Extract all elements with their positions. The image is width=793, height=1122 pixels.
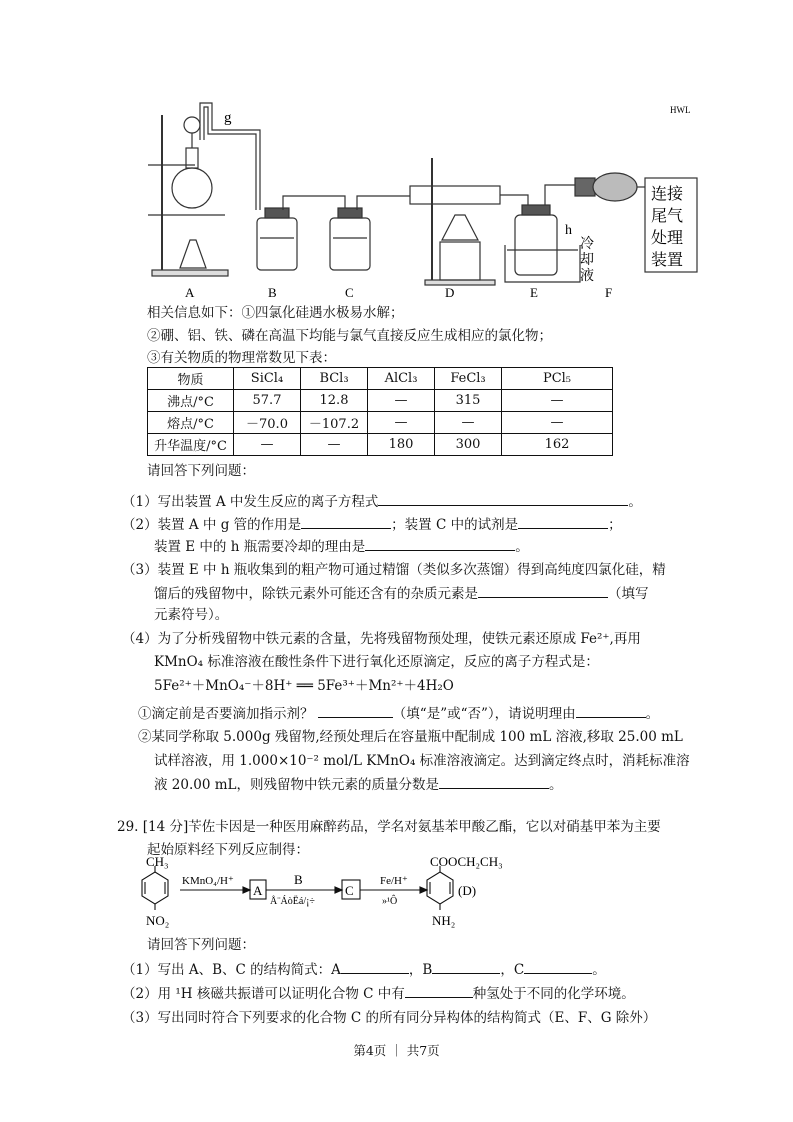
q29-2 bbox=[122, 983, 635, 1004]
tail-box-2: 尾气 bbox=[651, 208, 684, 225]
reagent-3-bottom: »¹Ô bbox=[382, 896, 398, 907]
coolant-label-1: 冷 bbox=[580, 237, 594, 252]
label-f: F bbox=[605, 285, 613, 300]
answer-blank[interactable] bbox=[341, 959, 409, 974]
q28-4-sub2-b: 试样溶液，用 1.000×10⁻² mol/L KMnO₄ 标准溶液滴定。达到滴定终点时，消耗标准溶 bbox=[154, 753, 690, 769]
q28-4: （4）为了分析残留物中铁元素的含量，先将残留物预处理，使铁元素还原成 Fe²⁺,再用 bbox=[122, 631, 641, 647]
q29-1-end: 。 bbox=[592, 962, 606, 978]
q28-1-end: 。 bbox=[628, 494, 642, 510]
label-d: D bbox=[445, 285, 455, 300]
label-c: C bbox=[345, 285, 354, 300]
q28-4-s1-text-b: （填“是”或“否”），请说明理由 bbox=[392, 706, 576, 722]
h-label: h bbox=[565, 223, 572, 238]
table-cell: — bbox=[301, 434, 368, 456]
table-cell: －70.0 bbox=[234, 412, 301, 434]
q29-line2: 起始原料经下列反应制得： bbox=[147, 842, 309, 858]
table-cell: 315 bbox=[435, 390, 502, 412]
start-no2: NO₂ bbox=[146, 913, 170, 928]
q29-3: （3）写出同时符合下列要求的化合物 C 的所有同分异构体的结构简式（E、F、G 除外） bbox=[122, 1010, 657, 1026]
product-ester: COOCH₂CH₃ bbox=[430, 854, 503, 869]
q28-3-text-c: （填写 bbox=[608, 586, 649, 602]
q28-2-text-e: 。 bbox=[515, 539, 529, 555]
table-header: FeCl₃ bbox=[435, 368, 502, 390]
label-b: B bbox=[268, 285, 277, 300]
box-c-label: C bbox=[345, 883, 354, 898]
q28-2-text-b: ；装置 C 中的试剂是 bbox=[391, 517, 519, 533]
table-cell: — bbox=[234, 434, 301, 456]
table-cell: 300 bbox=[435, 434, 502, 456]
q28-prompt: 请回答下列问题： bbox=[147, 463, 255, 479]
table-cell: 57.7 bbox=[234, 390, 301, 412]
q28-2-text-c: ； bbox=[608, 517, 622, 533]
watermark: HWL bbox=[670, 105, 691, 115]
tail-box-3: 处理 bbox=[651, 230, 684, 247]
q28-4-b: KMnO₄ 标准溶液在酸性条件下进行氧化还原滴定，反应的离子方程式是： bbox=[154, 654, 599, 670]
q29-prompt: 请回答下列问题： bbox=[147, 937, 255, 953]
q28-4-s1-text: ①滴定前是否要滴加指示剂？ bbox=[138, 706, 314, 722]
q29-1-text-b: ，B bbox=[408, 962, 433, 978]
answer-blank[interactable] bbox=[524, 959, 592, 974]
q28-3-text-b: 馏后的残留物中，除铁元素外可能还含有的杂质元素是 bbox=[154, 586, 478, 602]
table-cell: －107.2 bbox=[301, 412, 368, 434]
reagent-3-top: Fe/H⁺ bbox=[380, 875, 408, 887]
q29-1-text: （1）写出 A、B、C 的结构简式：A bbox=[122, 962, 341, 978]
table-cell: — bbox=[502, 390, 613, 412]
q28-4-equation: 5Fe²⁺＋MnO₄⁻＋8H⁺ ══ 5Fe³⁺＋Mn²⁺＋4H₂O bbox=[154, 678, 454, 694]
benzene-ring-start bbox=[142, 872, 168, 904]
table-cell: — bbox=[368, 390, 435, 412]
box-a-label: A bbox=[253, 883, 263, 898]
table-header: SiCl₄ bbox=[234, 368, 301, 390]
reagent-1: KMnO₄/H⁺ bbox=[182, 875, 234, 887]
product-label: (D) bbox=[458, 883, 477, 898]
coolant-label-2: 却 bbox=[580, 253, 594, 268]
table-cell: 180 bbox=[368, 434, 435, 456]
answer-blank[interactable] bbox=[432, 959, 500, 974]
reagent-2-bottom: Å¨ÁòËá/¡÷ bbox=[270, 896, 315, 907]
table-cell: 升华温度/°C bbox=[148, 434, 234, 456]
info-line-2: ②硼、铝、铁、磷在高温下均能与氯气直接反应生成相应的氯化物； bbox=[147, 328, 552, 344]
q28-4-s2-end: 。 bbox=[549, 777, 563, 793]
table-header: 物质 bbox=[148, 368, 234, 390]
table-cell: 162 bbox=[502, 434, 613, 456]
q28-4-sub2: ②某同学称取 5.000g 残留物,经预处理后在容量瓶中配制成 100 mL 溶液,移取 25.00 mL bbox=[138, 729, 683, 745]
q28-4-s1-end: 。 bbox=[645, 706, 660, 722]
table-cell: — bbox=[435, 412, 502, 434]
q29-2-text: （2）用 ¹H 核磁共振谱可以证明化合物 C 中有 bbox=[122, 986, 405, 1002]
q28-3: （3）装置 E 中 h 瓶收集到的粗产物可通过精馏（类似多次蒸馏）得到高纯度四氯化硅，精 bbox=[122, 562, 666, 578]
page-footer: 第4页 ｜ 共7页 bbox=[353, 1043, 440, 1058]
product-nh2: NH₂ bbox=[432, 913, 456, 928]
table-header: BCl₃ bbox=[301, 368, 368, 390]
table-header: AlCl₃ bbox=[368, 368, 435, 390]
q28-3-cont2: 元素符号）。 bbox=[154, 607, 229, 623]
q29-1-text-c: ，C bbox=[500, 962, 525, 978]
table-cell: — bbox=[502, 412, 613, 434]
table-cell: 熔点/°C bbox=[148, 412, 234, 434]
start-ch3: CH₃ bbox=[146, 854, 169, 869]
tail-box-1: 连接 bbox=[651, 186, 684, 203]
label-a: A bbox=[185, 285, 195, 300]
tail-box-4: 装置 bbox=[651, 252, 684, 269]
q29-title: 29. [14 分]苄佐卡因是一种医用麻醉药品，学名对氨基苯甲酸乙酯，它以对硝基甲苯为主要 bbox=[117, 819, 661, 835]
q28-2-text-d: 装置 E 中的 h 瓶需要冷却的理由是 bbox=[154, 539, 366, 555]
table-header: PCl₅ bbox=[502, 368, 613, 390]
q28-2-text: （2）装置 A 中 g 管的作用是 bbox=[122, 517, 302, 533]
g-label: g bbox=[224, 110, 232, 126]
info-line-3: ③有关物质的物理常数见下表： bbox=[147, 350, 336, 366]
q28-1-text: （1）写出装置 A 中发生反应的离子方程式 bbox=[122, 494, 379, 510]
q29-2-text-b: 种氢处于不同的化学环境。 bbox=[472, 986, 635, 1002]
coolant-label-3: 液 bbox=[580, 269, 594, 284]
table-cell: 沸点/°C bbox=[148, 390, 234, 412]
reagent-2-top: B bbox=[294, 872, 303, 887]
info-line-1: 相关信息如下：①四氯化硅遇水极易水解； bbox=[147, 305, 404, 321]
benzene-ring-product bbox=[427, 872, 453, 904]
answer-blank[interactable] bbox=[405, 983, 473, 998]
table-cell: 12.8 bbox=[301, 390, 368, 412]
q29-1 bbox=[122, 959, 606, 980]
label-e: E bbox=[530, 285, 538, 300]
table-cell: — bbox=[368, 412, 435, 434]
q28-4-s2-text: 液 20.00 mL，则残留物中铁元素的质量分数是 bbox=[154, 777, 439, 793]
